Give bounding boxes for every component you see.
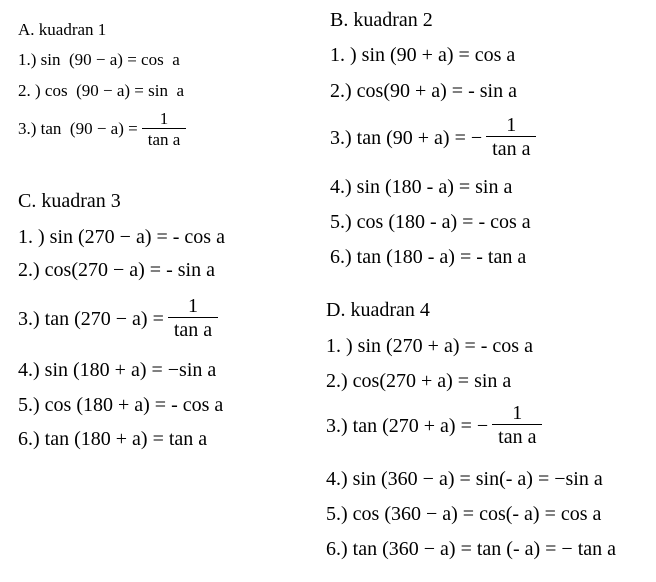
section-c-item-4: 4.) sin (180 + a) = −sin a bbox=[18, 359, 217, 381]
section-c-item-6: 6.) tan (180 + a) = tan a bbox=[18, 428, 208, 450]
section-b-item-2: 2.) cos(90 + a) = - sin a bbox=[330, 80, 517, 102]
section-b-item-3: 3.) tan (90 + a) = − $\frac{1}{\text{tan a}}$ bbox=[330, 115, 536, 160]
section-b-item-4: 4.) sin (180 - a) = sin a bbox=[330, 176, 513, 198]
section-d-item-5: 5.) cos (360 − a) = cos(- a) = cos a bbox=[326, 503, 602, 525]
fraction: $\frac{1}{\text{tan a}}$ bbox=[168, 296, 218, 341]
section-b-item-1: 1. ) sin (90 + a) = cos a bbox=[330, 44, 516, 66]
section-a-item-1: 1.) sin (90 − a) = cos a bbox=[18, 50, 180, 69]
section-b-item-6: 6.) tan (180 - a) = - tan a bbox=[330, 246, 527, 268]
fraction: $\frac{1}{\text{tan a}}$ bbox=[486, 115, 536, 160]
section-d-item-6: 6.) tan (360 − a) = tan (- a) = − tan a bbox=[326, 538, 617, 560]
section-a-item-3: 3.) tan (90 − a) = $\frac{1}{\text{tan a}}$ bbox=[18, 110, 186, 149]
section-b-item-5: 5.) cos (180 - a) = - cos a bbox=[330, 211, 531, 233]
section-c-item-5: 5.) cos (180 + a) = - cos a bbox=[18, 394, 224, 416]
fraction: $\frac{1}{\text{tan a}}$ bbox=[142, 110, 187, 149]
fraction: $\frac{1}{\text{tan a}}$ bbox=[492, 403, 542, 448]
section-d-title: D. kuadran 4 bbox=[326, 299, 430, 321]
section-a-title: A. kuadran 1 bbox=[18, 20, 107, 39]
section-c-item-3: 3.) tan (270 − a) = $\frac{1}{\text{tan a}}$ bbox=[18, 296, 218, 341]
section-d-item-2: 2.) cos(270 + a) = sin a bbox=[326, 370, 512, 392]
section-d-item-4: 4.) sin (360 − a) = sin(- a) = −sin a bbox=[326, 468, 603, 490]
section-d-item-3: 3.) tan (270 + a) = − $\frac{1}{\text{tan a}}$ bbox=[326, 403, 542, 448]
section-d-item-1: 1. ) sin (270 + a) = - cos a bbox=[326, 335, 533, 357]
section-a-item-2: 2. ) cos (90 − a) = sin a bbox=[18, 81, 184, 100]
section-c-title: C. kuadran 3 bbox=[18, 190, 121, 212]
section-c-item-1: 1. ) sin (270 − a) = - cos a bbox=[18, 226, 225, 248]
section-b-title: B. kuadran 2 bbox=[330, 9, 433, 31]
section-c-item-2: 2.) cos(270 − a) = - sin a bbox=[18, 259, 215, 281]
